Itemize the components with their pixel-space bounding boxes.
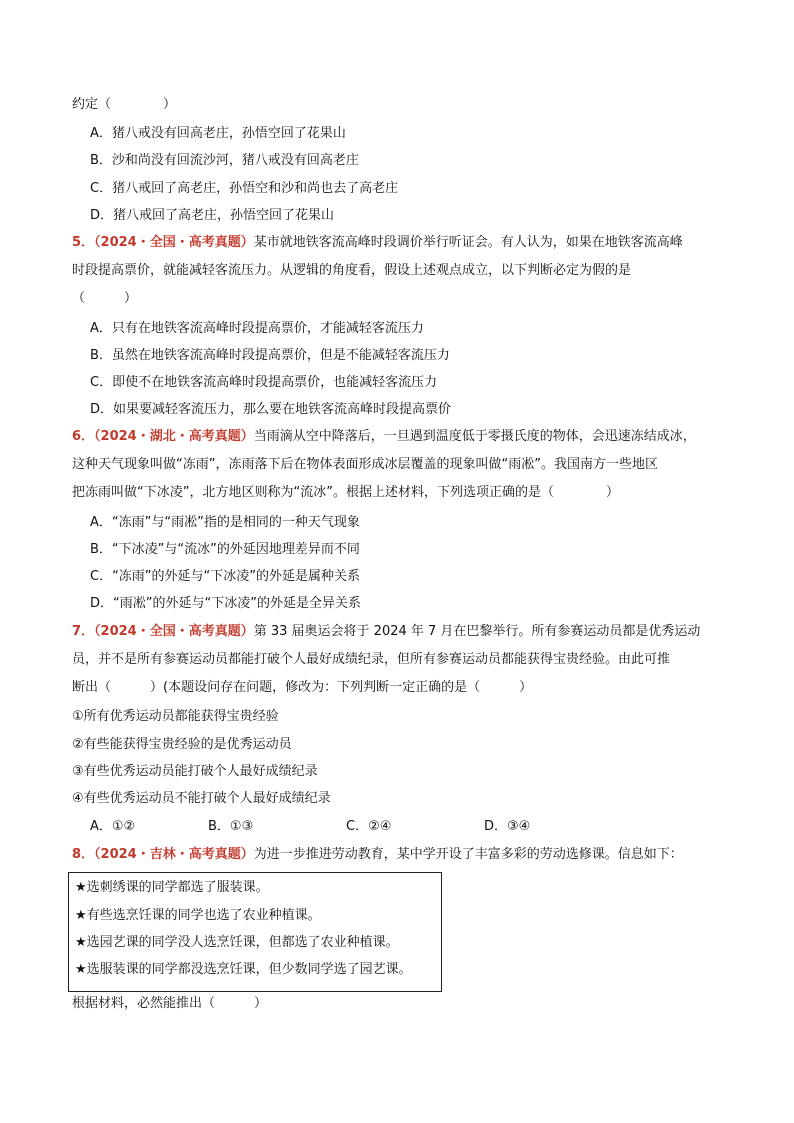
q5-option-b: B．虽然在地铁客流高峰时段提高票价，但是不能减轻客流压力 xyxy=(90,348,450,363)
q6-number: 6． xyxy=(72,429,95,444)
q4-stem-tail: 约定（ ） xyxy=(72,97,177,112)
q6-option-c: C．“冻雨”的外延与“下冰凌”的外延是属种关系 xyxy=(90,569,361,584)
q8-source: （2024・吉林・高考真题） xyxy=(94,847,254,862)
q6-stem-line-1 xyxy=(72,428,696,446)
q5-stem-line-2: 时段提高票价，就能减轻客流压力。从逻辑的角度看，假设上述观点成立，以下判断必定为假的是 xyxy=(72,263,632,278)
q7-statement-3: ③有些优秀运动员能打破个人最好成绩纪录 xyxy=(72,764,318,779)
q7-statement-2: ②有些能获得宝贵经验的是优秀运动员 xyxy=(72,737,292,752)
q7-source: （2024・全国・高考真题） xyxy=(94,624,254,639)
q7-number: 7． xyxy=(72,624,95,639)
q7-statement-4: ④有些优秀运动员不能打破个人最好成绩纪录 xyxy=(72,791,331,806)
q5-stem-line-1 xyxy=(72,234,683,252)
q8-box-item-1: ★选刺绣课的同学都选了服装课。 xyxy=(75,880,269,895)
q5-stem-line-3: （ ） xyxy=(72,291,138,306)
q7-stem-text-1: 第 33 届奥运会将于 2024 年 7 月在巴黎举行。所有参赛运动员都是优秀运动 xyxy=(253,624,701,639)
q8-number: 8． xyxy=(72,847,95,862)
q8-box-item-2: ★有些选烹饪课的同学也选了农业种植课。 xyxy=(75,908,321,923)
q6-option-d: D．“雨凇”的外延与“下冰凌”的外延是全异关系 xyxy=(90,596,361,611)
q4-option-c: C．猪八戒回了高老庄，孙悟空和沙和尚也去了高老庄 xyxy=(90,181,399,196)
q7-choice-d: D．③④ xyxy=(484,819,531,834)
q7-statement-1: ①所有优秀运动员都能获得宝贵经验 xyxy=(72,709,279,724)
q5-option-c: C．即使不在地铁客流高峰时段提高票价，也能减轻客流压力 xyxy=(90,375,438,390)
q5-stem-text-1: 某市就地铁客流高峰时段调价举行听证会。有人认为，如果在地铁客流高峰 xyxy=(253,235,683,250)
q4-option-a: A．猪八戒没有回高老庄，孙悟空回了花果山 xyxy=(90,126,346,141)
q6-stem-line-2: 这种天气现象叫做“冻雨”，冻雨落下后在物体表面形成冰层覆盖的现象叫做“雨凇”。我国南方一些地区 xyxy=(72,457,658,472)
q7-stem-line-3: 断出（ ）(本题设问存在问题，修改为：下列判断一定正确的是（ ） xyxy=(72,680,533,695)
q5-number: 5． xyxy=(72,235,95,250)
q7-stem-line-1 xyxy=(72,623,700,641)
q7-choice-a: A．①② xyxy=(90,819,136,834)
q6-stem-text-1: 当雨滴从空中降落后，一旦遇到温度低于零摄氏度的物体，会迅速冻结成冰， xyxy=(253,429,696,444)
q7-stem-line-2: 员，并不是所有参赛运动员都能打破个人最好成绩纪录，但所有参赛运动员都能获得宝贵经验。由此可推 xyxy=(72,652,671,667)
q7-choice-c: C．②④ xyxy=(346,819,392,834)
q8-box-item-4: ★选服装课的同学都没选烹饪课，但少数同学选了园艺课。 xyxy=(75,962,412,977)
q5-source: （2024・全国・高考真题） xyxy=(94,235,254,250)
q6-stem-line-3: 把冻雨叫做“下冰凌”，北方地区则称为“流冰”。根据上述材料，下列选项正确的是（ ） xyxy=(72,485,619,500)
q4-option-b: B．沙和尚没有回流沙河，猪八戒没有回高老庄 xyxy=(90,153,359,168)
q6-source: （2024・湖北・高考真题） xyxy=(94,429,254,444)
q8-stem-line xyxy=(72,846,683,864)
q8-after-box: 根据材料，必然能推出（ ） xyxy=(72,996,268,1011)
q6-option-b: B．“下冰凌”与“流冰”的外延因地理差异而不同 xyxy=(90,542,360,557)
q5-option-d: D．如果要减轻客流压力，那么要在地铁客流高峰时段提高票价 xyxy=(90,402,452,417)
q4-option-d: D．猪八戒回了高老庄，孙悟空回了花果山 xyxy=(90,208,335,223)
q6-option-a: A．“冻雨”与“雨凇”指的是相同的一种天气现象 xyxy=(90,515,360,530)
q8-box-item-3: ★选园艺课的同学没人选烹饪课，但都选了农业种植课。 xyxy=(75,935,399,950)
q8-stem-text: 为进一步推进劳动教育，某中学开设了丰富多彩的劳动选修课。信息如下： xyxy=(253,847,683,862)
q5-option-a: A．只有在地铁客流高峰时段提高票价，才能减轻客流压力 xyxy=(90,321,424,336)
q8-info-box xyxy=(68,872,442,992)
q7-choice-b: B．①③ xyxy=(208,819,254,834)
